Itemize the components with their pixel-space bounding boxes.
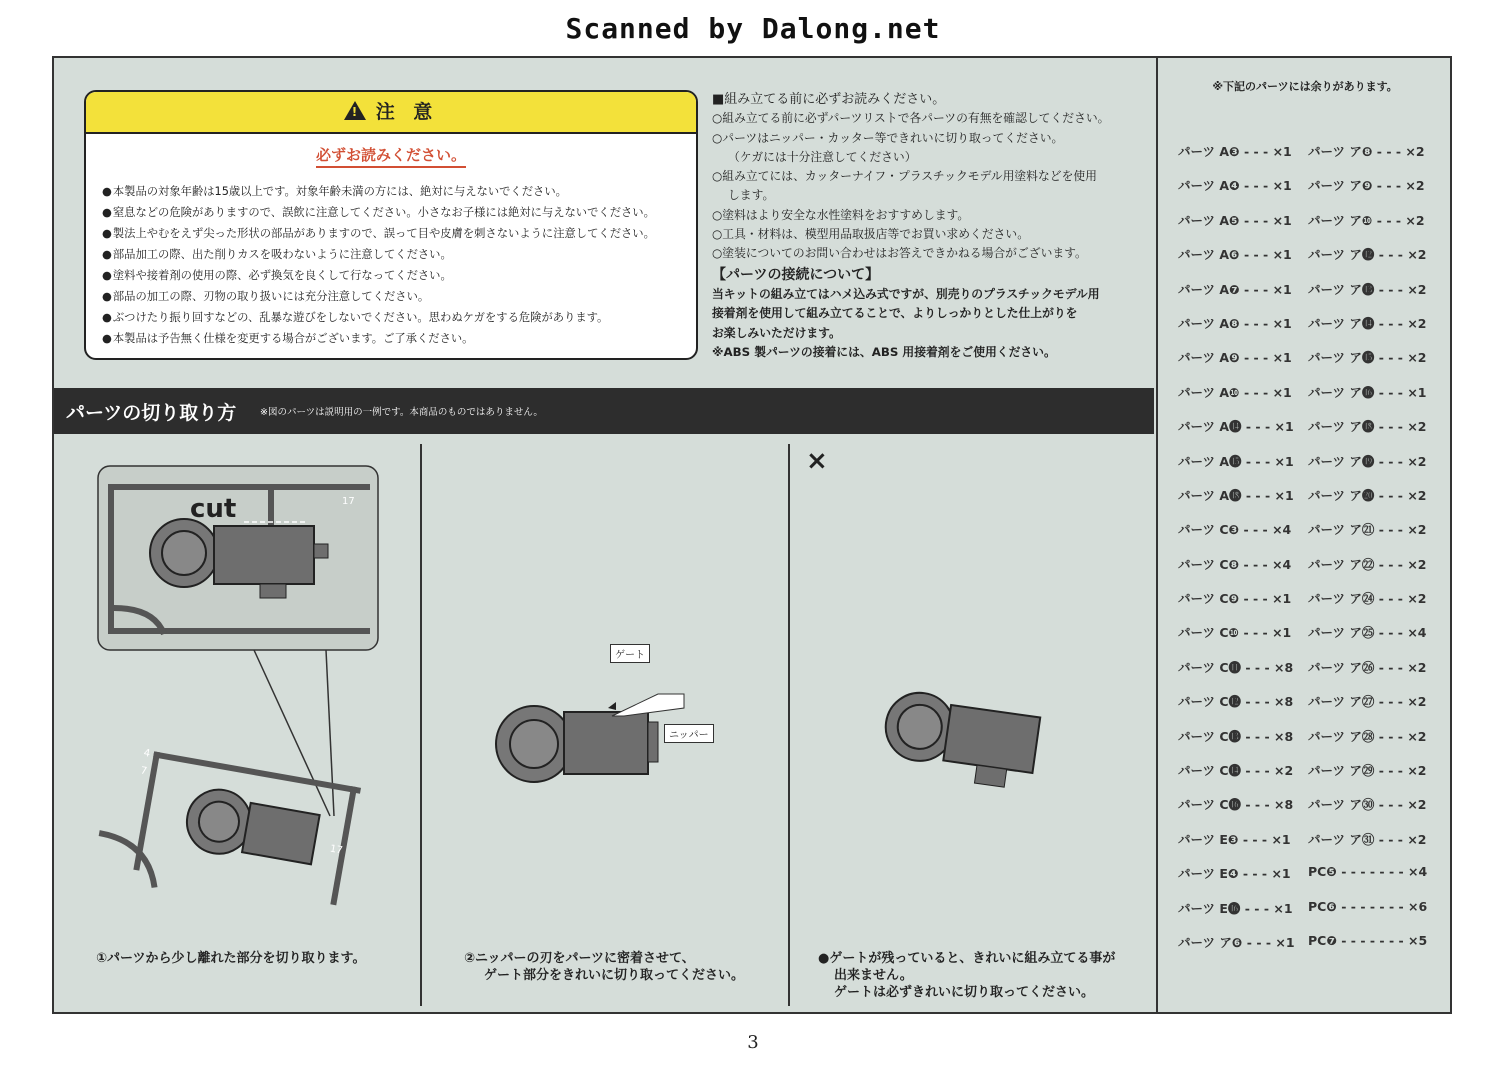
step2-caption-line: ②ニッパーの刃をパーツに密着させて、 [464, 951, 695, 966]
caution-item: ● 本製品の対象年齢は15歳以上です。対象年齢未満の方には、絶対に与えないでください。 [102, 181, 696, 202]
connection-line: お楽しみいただけます。 [712, 325, 841, 340]
notes-heading: ■組み立てる前に必ずお読みください。 [712, 92, 946, 107]
spare-part-entry: パーツ ア⓭ - - - ×2 [1308, 281, 1427, 297]
spare-part-entry: パーツ ア⓬ - - - ×2 [1308, 247, 1427, 263]
note-line: ○組み立てには、カッターナイフ・プラスチックモデル用塗料などを使用 [712, 169, 1097, 184]
step-divider [420, 444, 422, 1006]
spare-part-entry: パーツ ア❽ - - - ×2 [1308, 144, 1425, 159]
spare-parts-list [1178, 142, 1438, 967]
spare-part-entry: パーツ ア㉘ - - - ×2 [1308, 728, 1427, 744]
spare-parts-row [1178, 555, 1438, 589]
spare-parts-row [1178, 245, 1438, 279]
spare-part-entry: パーツ ア㉗ - - - ×2 [1308, 694, 1427, 710]
spare-parts-row [1178, 864, 1438, 898]
note-line: ○塗料はより安全な水性塗料をおすすめします。 [712, 207, 970, 222]
connection-line: ※ABS 製パーツの接着には、ABS 用接着剤をご使用ください。 [712, 344, 1056, 359]
spare-part-entry: パーツ ア❾ - - - ×2 [1308, 178, 1425, 194]
runner-number: 17 [328, 843, 344, 857]
note-line: （ケガには十分注意してください） [728, 149, 917, 164]
connection-heading: 【パーツの接続について】 [712, 266, 880, 283]
spare-part-entry: パーツ A❿ - - - ×1 [1178, 384, 1292, 400]
spare-part-entry: パーツ ア㉔ - - - ×2 [1308, 591, 1427, 607]
spare-parts-row [1178, 899, 1438, 933]
note-line: します。 [728, 188, 775, 203]
spare-part-entry: PC❺ - - - - - - - ×4 [1308, 864, 1428, 880]
spare-parts-row [1178, 417, 1438, 451]
spare-parts-row [1178, 314, 1438, 348]
spare-part-entry: パーツ ア⓳ - - - ×2 [1308, 453, 1427, 469]
spare-part-entry: パーツ E❹ - - - ×1 [1178, 866, 1291, 882]
spare-part-entry: パーツ C⓫ - - - ×8 [1178, 659, 1294, 675]
caution-list [102, 181, 696, 349]
spare-parts-row [1178, 211, 1438, 245]
caution-item: ● 窒息などの危険がありますので、誤飲に注意してください。小さなお子様には絶対に与えないでください。 [102, 202, 696, 223]
spare-part-entry: パーツ ア⓮ - - - ×2 [1308, 315, 1427, 331]
step3-caption-line: ●ゲートが残っていると、きれいに組み立てる事が [818, 951, 1116, 966]
spare-parts-row [1178, 486, 1438, 520]
spare-part-entry: パーツ C⓰ - - - ×8 [1178, 797, 1294, 813]
gate-label: ゲート [610, 644, 650, 663]
section-banner [54, 388, 1154, 434]
note-line: ○工具・材料は、模型用品取扱店等でお買い求めください。 [712, 227, 1030, 242]
step1-illustration [94, 458, 414, 908]
spare-part-entry: パーツ A❾ - - - ×1 [1178, 350, 1292, 366]
spare-parts-row [1178, 280, 1438, 314]
connection-line: 接着剤を使用して組み立てることで、よりしっかりとした仕上がりを [712, 306, 1078, 321]
spare-part-entry: パーツ ア㉕ - - - ×4 [1308, 625, 1427, 641]
spare-part-entry: PC❼ - - - - - - - ×5 [1308, 932, 1428, 948]
spare-part-entry: パーツ ア㉒ - - - ×2 [1308, 556, 1427, 572]
step3-caption-line: 出来ません。 [834, 968, 913, 983]
nipper-label: ニッパー [664, 724, 714, 743]
spare-part-entry: パーツ A⓲ - - - ×1 [1178, 487, 1294, 503]
caution-item: ● 部品の加工の際、刃物の取り扱いには充分注意してください。 [102, 286, 696, 307]
spare-part-entry: パーツ ア⓯ - - - ×2 [1308, 350, 1427, 366]
caution-item: ● 部品加工の際、出た削りカスを吸わないように注意してください。 [102, 244, 696, 265]
spare-part-entry: パーツ ア⓰ - - - ×1 [1308, 384, 1427, 400]
caution-item: ● 塗料や接着剤の使用の際、必ず換気を良くして行なってください。 [102, 265, 696, 286]
spare-part-entry: パーツ ア㉖ - - - ×2 [1308, 659, 1427, 675]
runner-number: 17 [342, 496, 355, 507]
caution-item: ● ぶつけたり振り回すなどの、乱暴な遊びをしないでください。思わぬケガをする危険があります。 [102, 307, 696, 328]
caution-item: ● 製法上やむをえず尖った形状の部品がありますので、誤って目や皮膚を刺さないように注意してください。 [102, 223, 696, 244]
connection-line: 当キットの組み立てはハメ込み式ですが、別売りのプラスチックモデル用 [712, 286, 1100, 301]
spare-part-entry: パーツ C❸ - - - ×4 [1178, 522, 1292, 538]
runner-number: 7 [139, 765, 148, 778]
spare-part-entry: パーツ C❿ - - - ×1 [1178, 625, 1292, 641]
caution-subtitle: 必ずお読みください。 [316, 146, 466, 168]
note-line: ○組み立てる前に必ずパーツリストで各パーツの有無を確認してください。 [712, 111, 1110, 126]
cut-label: cut [190, 494, 237, 524]
spare-part-entry: パーツ ア㉚ - - - ×2 [1308, 797, 1427, 813]
spare-part-entry: パーツ E⓰ - - - ×1 [1178, 900, 1293, 916]
spare-part-entry: パーツ C⓮ - - - ×2 [1178, 763, 1294, 779]
spare-parts-row [1178, 176, 1438, 210]
warning-icon: ! [344, 101, 366, 120]
section-note: ※図のパーツは説明用の一例です。本商品のものではありません。 [260, 407, 543, 418]
spare-parts-column [1156, 58, 1452, 1012]
spare-parts-row [1178, 795, 1438, 829]
spare-part-entry: パーツ A❼ - - - ×1 [1178, 281, 1292, 297]
spare-part-entry: パーツ C❽ - - - ×4 [1178, 556, 1292, 572]
spare-part-entry: パーツ ア❻ - - - ×1 [1178, 934, 1295, 950]
spare-parts-row [1178, 452, 1438, 486]
spare-part-entry: パーツ E❸ - - - ×1 [1178, 831, 1291, 847]
scanned-by-header: Scanned by Dalong.net [565, 12, 941, 45]
spare-parts-row [1178, 623, 1438, 657]
spare-parts-row [1178, 589, 1438, 623]
step3-caption-line: ゲートは必ずきれいに切り取ってください。 [834, 985, 1095, 1000]
caution-item: ● 本製品は予告無く仕様を変更する場合がございます。ご了承ください。 [102, 328, 696, 349]
spare-parts-heading: ※下記のパーツには余りがあります。 [1212, 80, 1398, 93]
spare-part-entry: パーツ ア㉙ - - - ×2 [1308, 763, 1427, 779]
spare-parts-row [1178, 933, 1438, 967]
caution-box [84, 90, 698, 360]
spare-part-entry: パーツ A❺ - - - ×1 [1178, 212, 1292, 228]
spare-part-entry: パーツ A⓯ - - - ×1 [1178, 453, 1294, 469]
spare-parts-row [1178, 383, 1438, 417]
instruction-sheet [52, 56, 1452, 1014]
spare-parts-row [1178, 520, 1438, 554]
spare-part-entry: パーツ C❾ - - - ×1 [1178, 591, 1292, 607]
assembly-notes [712, 90, 1152, 362]
step3-illustration [880, 688, 1060, 798]
spare-parts-row [1178, 727, 1438, 761]
caution-header [86, 92, 696, 134]
spare-part-entry: パーツ ア㉛ - - - ×2 [1308, 831, 1427, 847]
x-mark: × [806, 446, 828, 476]
spare-part-entry: パーツ A❻ - - - ×1 [1178, 247, 1292, 263]
spare-part-entry: パーツ A⓮ - - - ×1 [1178, 419, 1294, 435]
step-divider [788, 444, 790, 1006]
spare-parts-row [1178, 348, 1438, 382]
spare-parts-row [1178, 142, 1438, 176]
spare-part-entry: パーツ C⓭ - - - ×8 [1178, 728, 1294, 744]
section-title: パーツの切り取り方 [66, 402, 237, 424]
spare-part-entry: パーツ ア⓴ - - - ×2 [1308, 487, 1427, 503]
note-line: ○塗装についてのお問い合わせはお答えできかねる場合がございます。 [712, 246, 1087, 261]
spare-part-entry: パーツ ア㉑ - - - ×2 [1308, 522, 1427, 538]
step1-caption: ①パーツから少し離れた部分を切り取ります。 [96, 951, 366, 966]
spare-parts-row [1178, 658, 1438, 692]
spare-part-entry: パーツ ア❿ - - - ×2 [1308, 212, 1425, 228]
spare-part-entry: PC❻ - - - - - - - ×6 [1308, 898, 1428, 914]
spare-part-entry: パーツ A❹ - - - ×1 [1178, 178, 1292, 194]
step2-caption-line: ゲート部分をきれいに切り取ってください。 [484, 968, 745, 983]
spare-part-entry: パーツ A❽ - - - ×1 [1178, 315, 1292, 331]
spare-parts-row [1178, 692, 1438, 726]
spare-parts-row [1178, 830, 1438, 864]
page-number: 3 [747, 1032, 759, 1053]
spare-part-entry: パーツ ア⓲ - - - ×2 [1308, 419, 1427, 435]
spare-part-entry: パーツ A❸ - - - ×1 [1178, 144, 1292, 159]
runner-number: 4 [142, 747, 151, 760]
spare-parts-row [1178, 761, 1438, 795]
caution-title: 注 意 [375, 101, 439, 123]
spare-part-entry: パーツ C⓬ - - - ×8 [1178, 694, 1294, 710]
note-line: ○パーツはニッパー・カッター等できれいに切り取ってください。 [712, 130, 1064, 145]
